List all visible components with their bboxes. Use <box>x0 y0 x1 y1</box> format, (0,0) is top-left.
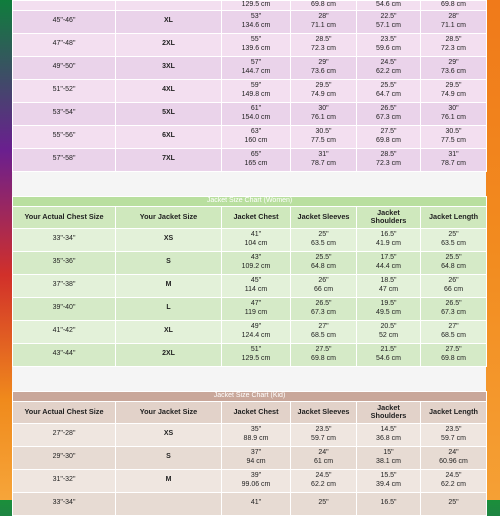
table-row <box>13 33 487 56</box>
chest-size-cell: 57"-58" <box>13 148 116 171</box>
measurement-cell: 23.5" 59.6 cm <box>357 33 421 56</box>
table-row <box>13 10 487 33</box>
table-row <box>13 102 487 125</box>
jacket-size-cell: S <box>116 251 222 274</box>
chest-size-cell: 27"-28" <box>13 423 116 446</box>
chest-size-cell: 39"-40" <box>13 297 116 320</box>
measurement-cell: 29.5" 74.9 cm <box>421 79 487 102</box>
measurement-cell: 21.5" 54.6 cm <box>357 343 421 366</box>
table-row <box>13 320 487 343</box>
measurement-cell: 41" <box>222 492 291 515</box>
measurement-cell: 26" 66 cm <box>421 274 487 297</box>
measurement-cell: 28.5" 72.3 cm <box>291 33 357 56</box>
column-header: Jacket Sleeves <box>291 401 357 423</box>
measurement-cell: 23.5" 59.7 cm <box>291 423 357 446</box>
jacket-size-cell: XL <box>116 10 222 33</box>
chest-size-cell: 53"-54" <box>13 102 116 125</box>
jacket-size-cell: 7XL <box>116 148 222 171</box>
measurement-cell: 61" 154.0 cm <box>222 102 291 125</box>
measurement-cell: 39" 99.06 cm <box>222 469 291 492</box>
column-header: Your Jacket Size <box>116 206 222 228</box>
jacket-size-cell: 5XL <box>116 102 222 125</box>
chest-size-cell: 51"-52" <box>13 79 116 102</box>
measurement-cell: 28.5" 72.3 cm <box>421 33 487 56</box>
column-header: Jacket Length <box>421 206 487 228</box>
jacket-size-cell: XS <box>116 228 222 251</box>
measurement-cell: 26.5" 67.3 cm <box>421 297 487 320</box>
measurement-cell: 29" 73.6 cm <box>291 56 357 79</box>
measurement-cell: 15" 38.1 cm <box>357 446 421 469</box>
measurement-cell: 25.5" 64.8 cm <box>421 251 487 274</box>
measurement-cell: 25" <box>291 492 357 515</box>
measurement-cell: 37" 94 cm <box>222 446 291 469</box>
chest-size-cell: 41"-42" <box>13 320 116 343</box>
chest-size-cell: 47"-48" <box>13 33 116 56</box>
measurement-cell: 57" 144.7 cm <box>222 56 291 79</box>
jacket-size-cell <box>116 1 222 11</box>
measurement-cell: 27.5" 69.8 cm <box>357 125 421 148</box>
jacket-size-cell <box>116 492 222 515</box>
measurement-cell: 24" 61 cm <box>291 446 357 469</box>
measurement-cell: 53" 134.6 cm <box>222 10 291 33</box>
jacket-size-cell: L <box>116 297 222 320</box>
chest-size-cell: 55"-56" <box>13 125 116 148</box>
measurement-cell: 28" 71.1 cm <box>291 10 357 33</box>
men-size-table <box>12 0 487 172</box>
column-header: Jacket Chest <box>222 401 291 423</box>
measurement-cell: 45" 114 cm <box>222 274 291 297</box>
women-table-title: Jacket Size Chart (Women) <box>13 196 487 206</box>
table-row <box>13 56 487 79</box>
chest-size-cell: 35"-36" <box>13 251 116 274</box>
chest-size-cell: 33"-34" <box>13 492 116 515</box>
table-row <box>13 228 487 251</box>
measurement-cell: 24.5" 62.2 cm <box>357 56 421 79</box>
chest-size-cell <box>13 1 116 11</box>
chest-size-cell: 43"-44" <box>13 343 116 366</box>
measurement-cell: 43" 109.2 cm <box>222 251 291 274</box>
measurement-cell: 28.5" 72.3 cm <box>357 148 421 171</box>
right-decorative-band <box>486 0 500 500</box>
table-row <box>13 297 487 320</box>
measurement-cell: 26.5" 67.3 cm <box>291 297 357 320</box>
measurement-cell: 35" 88.9 cm <box>222 423 291 446</box>
chest-size-cell: 31"-32" <box>13 469 116 492</box>
table-row <box>13 79 487 102</box>
measurement-cell: 27.5" 69.8 cm <box>291 343 357 366</box>
table-row <box>13 469 487 492</box>
table-row <box>13 1 487 11</box>
chest-size-cell: 37"-38" <box>13 274 116 297</box>
measurement-cell: 27" 68.5 cm <box>291 320 357 343</box>
table-row <box>13 492 487 515</box>
measurement-cell: 59" 149.8 cm <box>222 79 291 102</box>
jacket-size-cell: 2XL <box>116 33 222 56</box>
measurement-cell: 129.5 cm <box>222 1 291 11</box>
column-header: Jacket Shoulders <box>357 401 421 423</box>
measurement-cell: 16.5" <box>357 492 421 515</box>
measurement-cell: 69.8 cm <box>291 1 357 11</box>
table-row <box>13 148 487 171</box>
measurement-cell: 28" 71.1 cm <box>421 10 487 33</box>
measurement-cell: 25.5" 64.8 cm <box>291 251 357 274</box>
measurement-cell: 25" <box>421 492 487 515</box>
column-header: Your Actual Chest Size <box>13 206 116 228</box>
measurement-cell: 30" 76.1 cm <box>421 102 487 125</box>
jacket-size-cell: 2XL <box>116 343 222 366</box>
measurement-cell: 69.8 cm <box>421 1 487 11</box>
measurement-cell: 65" 165 cm <box>222 148 291 171</box>
table-row <box>13 423 487 446</box>
chest-size-cell: 29"-30" <box>13 446 116 469</box>
women-size-table <box>12 196 487 367</box>
column-header: Your Actual Chest Size <box>13 401 116 423</box>
measurement-cell: 26.5" 67.3 cm <box>357 102 421 125</box>
kid-size-table <box>12 391 487 516</box>
measurement-cell: 25" 63.5 cm <box>421 228 487 251</box>
measurement-cell: 23.5" 59.7 cm <box>421 423 487 446</box>
measurement-cell: 47" 119 cm <box>222 297 291 320</box>
chest-size-cell: 45"-46" <box>13 10 116 33</box>
measurement-cell: 30" 76.1 cm <box>291 102 357 125</box>
measurement-cell: 20.5" 52 cm <box>357 320 421 343</box>
table-row <box>13 343 487 366</box>
measurement-cell: 25" 63.5 cm <box>291 228 357 251</box>
measurement-cell: 29.5" 74.9 cm <box>291 79 357 102</box>
jacket-size-cell: 4XL <box>116 79 222 102</box>
measurement-cell: 30.5" 77.5 cm <box>291 125 357 148</box>
measurement-cell: 30.5" 77.5 cm <box>421 125 487 148</box>
jacket-size-cell: 6XL <box>116 125 222 148</box>
chest-size-cell: 49"-50" <box>13 56 116 79</box>
jacket-size-cell: S <box>116 446 222 469</box>
table-row <box>13 125 487 148</box>
column-header: Your Jacket Size <box>116 401 222 423</box>
measurement-cell: 18.5" 47 cm <box>357 274 421 297</box>
measurement-cell: 54.6 cm <box>357 1 421 11</box>
measurement-cell: 63" 160 cm <box>222 125 291 148</box>
measurement-cell: 27.5" 69.8 cm <box>421 343 487 366</box>
column-header: Jacket Shoulders <box>357 206 421 228</box>
measurement-cell: 19.5" 49.5 cm <box>357 297 421 320</box>
section-gap <box>12 367 486 391</box>
measurement-cell: 24.5" 62.2 cm <box>421 469 487 492</box>
measurement-cell: 22.5" 57.1 cm <box>357 10 421 33</box>
column-header: Jacket Sleeves <box>291 206 357 228</box>
column-header: Jacket Chest <box>222 206 291 228</box>
measurement-cell: 24.5" 62.2 cm <box>291 469 357 492</box>
measurement-cell: 31" 78.7 cm <box>421 148 487 171</box>
measurement-cell: 51" 129.5 cm <box>222 343 291 366</box>
table-row <box>13 274 487 297</box>
measurement-cell: 26" 66 cm <box>291 274 357 297</box>
chest-size-cell: 33"-34" <box>13 228 116 251</box>
measurement-cell: 24" 60.96 cm <box>421 446 487 469</box>
measurement-cell: 55" 139.6 cm <box>222 33 291 56</box>
section-gap <box>12 172 486 196</box>
measurement-cell: 27" 68.5 cm <box>421 320 487 343</box>
measurement-cell: 15.5" 39.4 cm <box>357 469 421 492</box>
measurement-cell: 25.5" 64.7 cm <box>357 79 421 102</box>
table-row <box>13 251 487 274</box>
measurement-cell: 16.5" 41.9 cm <box>357 228 421 251</box>
measurement-cell: 31" 78.7 cm <box>291 148 357 171</box>
measurement-cell: 14.5" 36.8 cm <box>357 423 421 446</box>
jacket-size-cell: XS <box>116 423 222 446</box>
kid-table-title: Jacket Size Chart (Kid) <box>13 391 487 401</box>
size-chart-sheet <box>12 0 486 507</box>
measurement-cell: 17.5" 44.4 cm <box>357 251 421 274</box>
table-row <box>13 446 487 469</box>
measurement-cell: 41" 104 cm <box>222 228 291 251</box>
jacket-size-cell: 3XL <box>116 56 222 79</box>
column-header: Jacket Length <box>421 401 487 423</box>
jacket-size-cell: XL <box>116 320 222 343</box>
measurement-cell: 49" 124.4 cm <box>222 320 291 343</box>
jacket-size-cell: M <box>116 274 222 297</box>
measurement-cell: 29" 73.6 cm <box>421 56 487 79</box>
jacket-size-cell: M <box>116 469 222 492</box>
